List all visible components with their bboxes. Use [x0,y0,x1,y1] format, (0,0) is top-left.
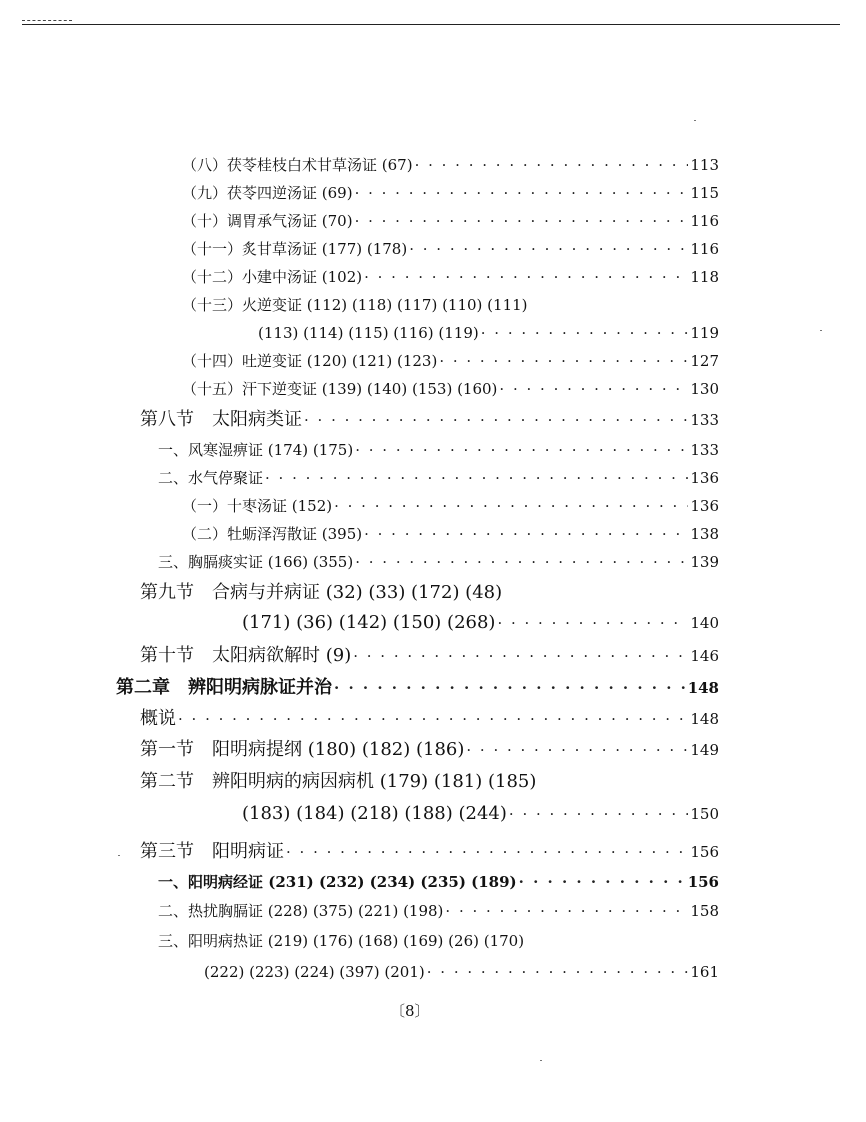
toc-section: (171) (36) (142) (150) (268) · · · 140 [242,611,719,635]
scan-speck [694,120,696,121]
toc-entry: 三、胸膈痰实证 (166) (355) · · · 139 [158,550,719,574]
top-dash-mark [22,20,72,21]
toc-entry: 二、热扰胸膈证 (228) (375) (221) (198) · · · 158 [158,899,719,923]
page-number: 〔8〕 [390,1002,430,1020]
toc-chapter: 第二章 辨阳明病脉证并治 · · · 148 [116,676,719,700]
toc-entry: （一）十枣汤证 (152) · · · 136 [182,494,719,518]
top-rule [22,24,840,25]
toc-entry: （九）茯苓四逆汤证 (69) · · · 115 [182,181,719,205]
toc-entry: (113) (114) (115) (116) (119) · · · 119 [258,321,719,345]
toc-entry: （八）茯苓桂枝白术甘草汤证 (67) · · · 113 [182,153,719,177]
toc-entry: (222) (223) (224) (397) (201) · · · 161 [204,960,719,984]
toc-section: 第二节 辨阳明病的病因病机 (179) (181) (185) [140,771,537,792]
toc-entry: （十四）吐逆变证 (120) (121) (123) · · · 127 [182,349,719,373]
toc-entry: 二、水气停聚证 · · · 136 [158,466,719,490]
toc-section: (183) (184) (218) (188) (244) · · · 150 [242,802,719,826]
toc-section: 第八节 太阳病类证 · · · 133 [140,408,719,432]
toc-section: 概说 · · · 148 [140,707,719,731]
toc-entry: 一、阳明病经证 (231) (232) (234) (235) (189) · · · 156 [158,870,719,894]
toc-section: 第三节 阳明病证 · · · 156 [140,840,719,864]
scan-speck [540,1060,542,1061]
toc-entry: （十三）火逆变证 (112) (118) (117) (110) (111) [182,296,528,314]
scan-speck [820,330,822,331]
toc-entry: （十五）汗下逆变证 (139) (140) (153) (160) · · · 130 [182,377,719,401]
toc-section: 第十节 太阳病欲解时 (9) · · · 146 [140,644,719,668]
toc-entry: （二）牡蛎泽泻散证 (395) · · · 138 [182,522,719,546]
toc-entry: 一、风寒湿痹证 (174) (175) · · · 133 [158,438,719,462]
toc-entry: （十一）炙甘草汤证 (177) (178) · · · 116 [182,237,719,261]
scan-speck [118,855,120,856]
toc-entry: （十）调胃承气汤证 (70) · · · 116 [182,209,719,233]
toc-section: 第九节 合病与并病证 (32) (33) (172) (48) [140,582,503,603]
toc-entry: 三、阳明病热证 (219) (176) (168) (169) (26) (170) [158,932,525,950]
toc-section: 第一节 阳明病提纲 (180) (182) (186) · · · 149 [140,738,719,762]
toc-entry: （十二）小建中汤证 (102) · · · 118 [182,265,719,289]
